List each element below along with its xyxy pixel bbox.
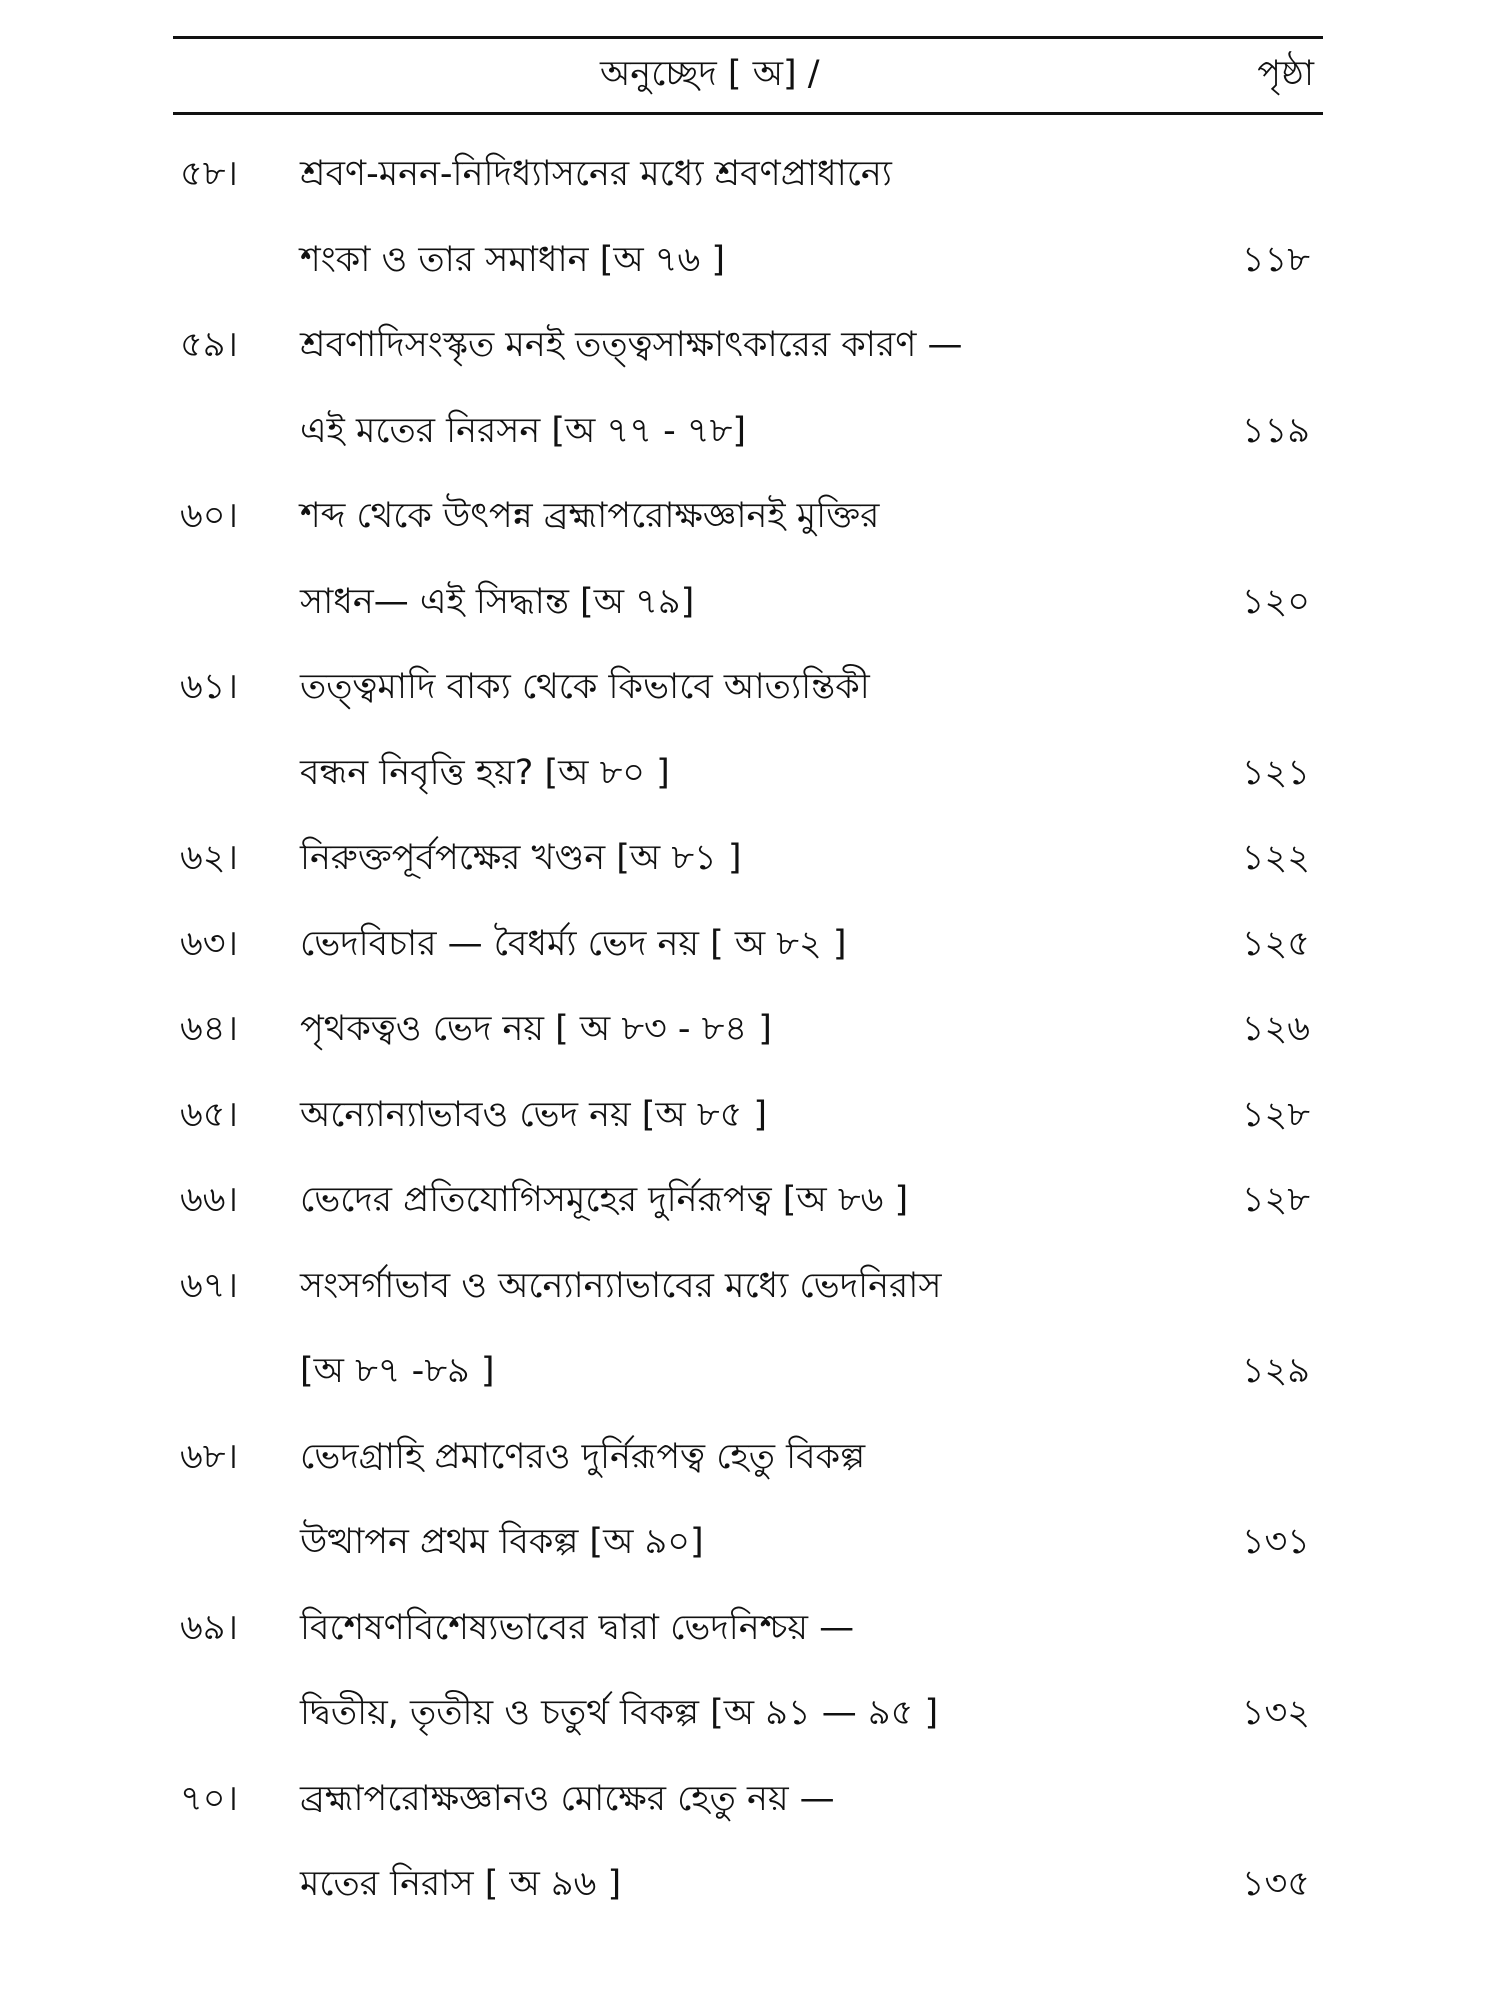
toc-entry	[0, 1422, 1500, 1593]
entry-title-text: সাধন— এই সিদ্ধান্ত [অ ৭৯]	[300, 581, 695, 622]
toc-entry	[0, 139, 1500, 310]
entry-page-number: ১৩২	[1241, 1693, 1310, 1733]
toc-entry	[0, 1593, 1500, 1764]
entry-page-number: ১২৬	[1241, 1009, 1310, 1049]
toc-entry-line	[0, 1080, 1500, 1166]
entry-title-text: ভেদের প্রতিযোগিসমূহের দুর্নিরূপত্ব [অ ৮৬ ]	[300, 1180, 909, 1220]
entry-page-number: ১২২	[1241, 838, 1310, 878]
toc-entry-line	[0, 1764, 1500, 1850]
entry-title-text: [অ ৮৭ -৮৯ ]	[300, 1351, 495, 1391]
toc-entry	[0, 994, 1500, 1080]
entry-title-text: সংসর্গাভাব ও অন্যোন্যাভাবের মধ্যে ভেদনিরাস	[300, 1265, 942, 1306]
entry-number: ৬৪।	[180, 1009, 238, 1049]
toc-entry-line	[0, 1507, 1500, 1593]
column-header-page: পৃষ্ঠা	[1257, 54, 1314, 94]
entry-page-number: ১২৫	[1241, 923, 1310, 964]
entry-number: ৬৮।	[180, 1436, 238, 1477]
toc-entry-line	[0, 1422, 1500, 1508]
toc-entry-line	[0, 823, 1500, 909]
entry-title-text: তত্ত্বমাদি বাক্য থেকে কিভাবে আত্যন্তিকী	[300, 667, 870, 707]
toc-entry-line	[0, 1165, 1500, 1251]
entry-number: ৬০।	[180, 496, 239, 536]
entry-title-text: এই মতের নিরসন [অ ৭৭ - ৭৮]	[300, 410, 746, 451]
entry-page-number: ১২৯	[1241, 1351, 1310, 1391]
entry-title-text: শ্রবণাদিসংস্কৃত মনই তত্ত্বসাক্ষাৎকারের কারণ —	[300, 325, 963, 365]
toc-entries	[0, 139, 1500, 1935]
toc-entry-line	[0, 1678, 1500, 1764]
toc-entry	[0, 1764, 1500, 1935]
toc-entry	[0, 1251, 1500, 1422]
entry-title-text: শব্দ থেকে উৎপন্ন ব্রহ্মাপরোক্ষজ্ঞানই মুক্তির	[300, 496, 880, 536]
toc-entry	[0, 823, 1500, 909]
entry-number: ৫৯।	[180, 325, 238, 365]
entry-title-text: শ্রবণ-মনন-নিদিধ্যাসনের মধ্যে শ্রবণপ্রাধান্যে	[300, 154, 892, 194]
entry-number: ৭০।	[180, 1778, 239, 1819]
entry-number: ৬৫।	[180, 1094, 238, 1135]
entry-number: ৬৩।	[180, 923, 239, 964]
entry-page-number: ১৩৫	[1241, 1864, 1310, 1904]
entry-title-text: অন্যোন্যাভাবও ভেদ নয় [অ ৮৫ ]	[300, 1094, 768, 1135]
column-header-contents: অনুচ্ছেদ [ অ] /	[600, 54, 820, 94]
entry-page-number: ১২০	[1241, 581, 1310, 622]
entry-page-number: ১৩১	[1241, 1522, 1310, 1562]
toc-entry-line	[0, 652, 1500, 738]
toc-entry-line	[0, 481, 1500, 567]
toc-entry-line	[0, 1336, 1500, 1422]
entry-title-text: মতের নিরাস [ অ ৯৬ ]	[300, 1864, 622, 1904]
toc-entry-line	[0, 139, 1500, 225]
entry-title-text: বন্ধন নিবৃত্তি হয়? [অ ৮০ ]	[300, 752, 670, 793]
toc-entry-line	[0, 310, 1500, 396]
entry-title-text: বিশেষণবিশেষ্যভাবের দ্বারা ভেদনিশ্চয় —	[300, 1607, 855, 1648]
toc-entry-line	[0, 1849, 1500, 1935]
entry-page-number: ১২৮	[1241, 1180, 1310, 1220]
toc-entry	[0, 652, 1500, 823]
toc-entry-line	[0, 994, 1500, 1080]
entry-number: ৬৬।	[180, 1180, 239, 1220]
entry-title-text: ভেদবিচার — বৈধর্ম্য ভেদ নয় [ অ ৮২ ]	[300, 923, 847, 964]
toc-entry-line	[0, 1593, 1500, 1679]
entry-title-text: দ্বিতীয়, তৃতীয় ও চতুর্থ বিকল্প [অ ৯১ — ৯৫ ]	[300, 1693, 939, 1733]
entry-title-text: পৃথকত্বও ভেদ নয় [ অ ৮৩ - ৮৪ ]	[300, 1009, 772, 1049]
entry-title-text: ভেদগ্রাহি প্রমাণেরও দুর্নিরূপত্ব হেতু বিকল্প	[300, 1436, 866, 1477]
toc-entry	[0, 1165, 1500, 1251]
entry-page-number: ১২১	[1241, 752, 1310, 793]
entry-number: ৬৭।	[180, 1265, 239, 1306]
toc-entry-line	[0, 225, 1500, 311]
entry-number: ৬৯।	[180, 1607, 238, 1648]
entry-number: ৬২।	[180, 838, 239, 878]
entry-page-number: ১২৮	[1241, 1094, 1310, 1135]
top-rule	[173, 36, 1323, 39]
toc-entry-line	[0, 909, 1500, 995]
entry-title-text: উত্থাপন প্রথম বিকল্প [অ ৯০]	[300, 1522, 704, 1562]
toc-entry	[0, 909, 1500, 995]
entry-title-text: শংকা ও তার সমাধান [অ ৭৬ ]	[300, 239, 726, 280]
toc-entry-line	[0, 1251, 1500, 1337]
toc-entry-line	[0, 738, 1500, 824]
entry-page-number: ১১৯	[1241, 410, 1310, 451]
toc-entry-line	[0, 396, 1500, 482]
entry-title-text: ব্রহ্মাপরোক্ষজ্ঞানও মোক্ষের হেতু নয় —	[300, 1778, 835, 1819]
toc-entry	[0, 481, 1500, 652]
entry-title-text: নিরুক্তপূর্বপক্ষের খণ্ডন [অ ৮১ ]	[300, 838, 742, 878]
toc-entry	[0, 310, 1500, 481]
toc-entry	[0, 1080, 1500, 1166]
toc-entry-line	[0, 567, 1500, 653]
entry-number: ৫৮।	[180, 154, 238, 194]
header-rule	[173, 112, 1323, 115]
entry-page-number: ১১৮	[1241, 239, 1310, 280]
entry-number: ৬১।	[180, 667, 238, 707]
